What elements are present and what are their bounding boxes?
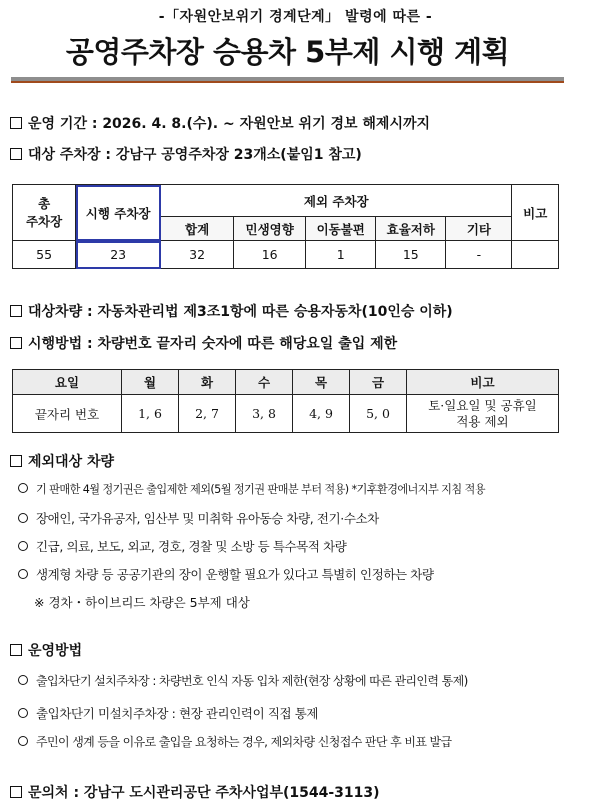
ops-item xyxy=(18,733,452,750)
contact-text: 문의처 : 강남구 도시관리공단 주차사업부(1544-3113) xyxy=(28,785,380,801)
header-note: 비고 xyxy=(407,370,559,395)
exempt-item-text: 긴급, 의료, 보도, 외교, 경호, 경찰 및 소방 등 특수목적 차량 xyxy=(36,539,347,554)
cell-day-note: 토·일요일 및 공휴일 적용 제외 xyxy=(407,395,559,433)
exempt-item xyxy=(18,565,434,583)
method-line xyxy=(10,333,397,353)
cell-thu: 4, 9 xyxy=(293,395,350,433)
header-fri: 금 xyxy=(350,370,407,395)
circle-bullet-icon xyxy=(18,513,28,523)
exempt-item-text: 생계형 차량 등 공공기관의 장이 운행할 필요가 있다고 특별히 인정하는 차량 xyxy=(36,567,434,582)
exempt-note: ※ 경차・하이브리드 차량은 5부제 대상 xyxy=(34,595,250,610)
target-lots-text: 대상 주차장 : 강남구 공영주차장 23개소(붙임1 참고) xyxy=(28,147,362,163)
exempt-title-line xyxy=(10,451,114,471)
circle-bullet-icon xyxy=(18,483,28,493)
exempt-item-text: 장애인, 국가유공자, 임산부 및 미취학 유아동승 차량, 전기·수소차 xyxy=(36,511,379,526)
ops-title: 운영방법 xyxy=(28,643,83,659)
sub-header-livelihood: 민생영향 xyxy=(234,217,306,241)
cell-mon: 1, 6 xyxy=(122,395,179,433)
checkbox-icon xyxy=(10,337,22,349)
sub-header-mobility: 이동불편 xyxy=(306,217,376,241)
cell-excl-mobility: 1 xyxy=(306,241,376,269)
cell-excl-sum: 32 xyxy=(161,241,234,269)
header-wed: 수 xyxy=(236,370,293,395)
ops-item-text: 출입차단기 설치주차장 : 차량번호 인식 자동 입차 제한(현장 상황에 따른 관리인력 통제) xyxy=(36,674,468,688)
circle-bullet-icon xyxy=(18,736,28,746)
exempt-item xyxy=(18,537,346,555)
ops-item xyxy=(18,672,468,689)
contact-line xyxy=(10,782,380,802)
sub-header-efficiency: 효율저하 xyxy=(376,217,446,241)
cell-tue: 2, 7 xyxy=(179,395,236,433)
cell-fri: 5, 0 xyxy=(350,395,407,433)
ops-item xyxy=(18,704,318,722)
cell-applied: 23 xyxy=(76,241,161,269)
sub-header-other: 기타 xyxy=(446,217,512,241)
circle-bullet-icon xyxy=(18,675,28,685)
cell-total: 55 xyxy=(13,241,76,269)
header-tue: 화 xyxy=(179,370,236,395)
lot-table xyxy=(12,184,559,269)
method-text: 시행방법 : 차량번호 끝자리 숫자에 따른 해당요일 출입 제한 xyxy=(28,336,398,352)
circle-bullet-icon xyxy=(18,541,28,551)
exempt-item xyxy=(18,481,485,497)
exempt-item xyxy=(18,509,379,527)
checkbox-icon xyxy=(10,786,22,798)
ops-title-line xyxy=(10,640,82,660)
checkbox-icon xyxy=(10,305,22,317)
header-total-lots: 총 주차장 xyxy=(13,185,76,241)
checkbox-icon xyxy=(10,117,22,129)
checkbox-icon xyxy=(10,644,22,656)
ops-item-text: 출입차단기 미설치주차장 : 현장 관리인력이 직접 통제 xyxy=(36,706,319,721)
row-label: 끝자리 번호 xyxy=(13,395,122,433)
vehicles-text: 대상차량 : 자동차관리법 제3조1항에 따른 승용자동차(10인승 이하) xyxy=(28,304,453,320)
period-line xyxy=(10,113,430,133)
target-lots-line xyxy=(10,144,362,164)
cell-note xyxy=(512,241,559,269)
checkbox-icon xyxy=(10,148,22,160)
cell-excl-other: - xyxy=(446,241,512,269)
period-text: 운영 기간 : 2026. 4. 8.(수). ~ 자원안보 위기 경보 해제시까지 xyxy=(28,116,431,132)
pre-title: -「자원안보위기 경계단계」 발령에 따른 - xyxy=(158,9,433,25)
circle-bullet-icon xyxy=(18,569,28,579)
cell-excl-livelihood: 16 xyxy=(234,241,306,269)
exempt-title: 제외대상 차량 xyxy=(28,454,115,470)
title-rule-brown xyxy=(11,81,564,83)
header-mon: 월 xyxy=(122,370,179,395)
checkbox-icon xyxy=(10,455,22,467)
day-table xyxy=(12,369,559,433)
header-day: 요일 xyxy=(13,370,122,395)
title-box xyxy=(11,27,564,77)
ops-item-text: 주민이 생계 등을 이유로 출입을 요청하는 경우, 제외차량 신청접수 판단 후 비표 발급 xyxy=(36,735,452,749)
cell-wed: 3, 8 xyxy=(236,395,293,433)
header-note: 비고 xyxy=(512,185,559,241)
header-thu: 목 xyxy=(293,370,350,395)
circle-bullet-icon xyxy=(18,708,28,718)
header-excluded-lots: 제외 주차장 xyxy=(161,185,512,217)
cell-excl-efficiency: 15 xyxy=(376,241,446,269)
sub-header-sum: 합계 xyxy=(161,217,234,241)
page-title: 공영주차장 승용차 5부제 시행 계획 xyxy=(65,35,510,69)
exempt-item-text: 기 판매한 4월 정기권은 출입제한 제외(5월 정기권 판매분 부터 적용) *기후환경에너지부 지침 적용 xyxy=(36,483,485,496)
header-applied-lots: 시행 주차장 xyxy=(76,185,161,241)
vehicles-line xyxy=(10,301,453,321)
